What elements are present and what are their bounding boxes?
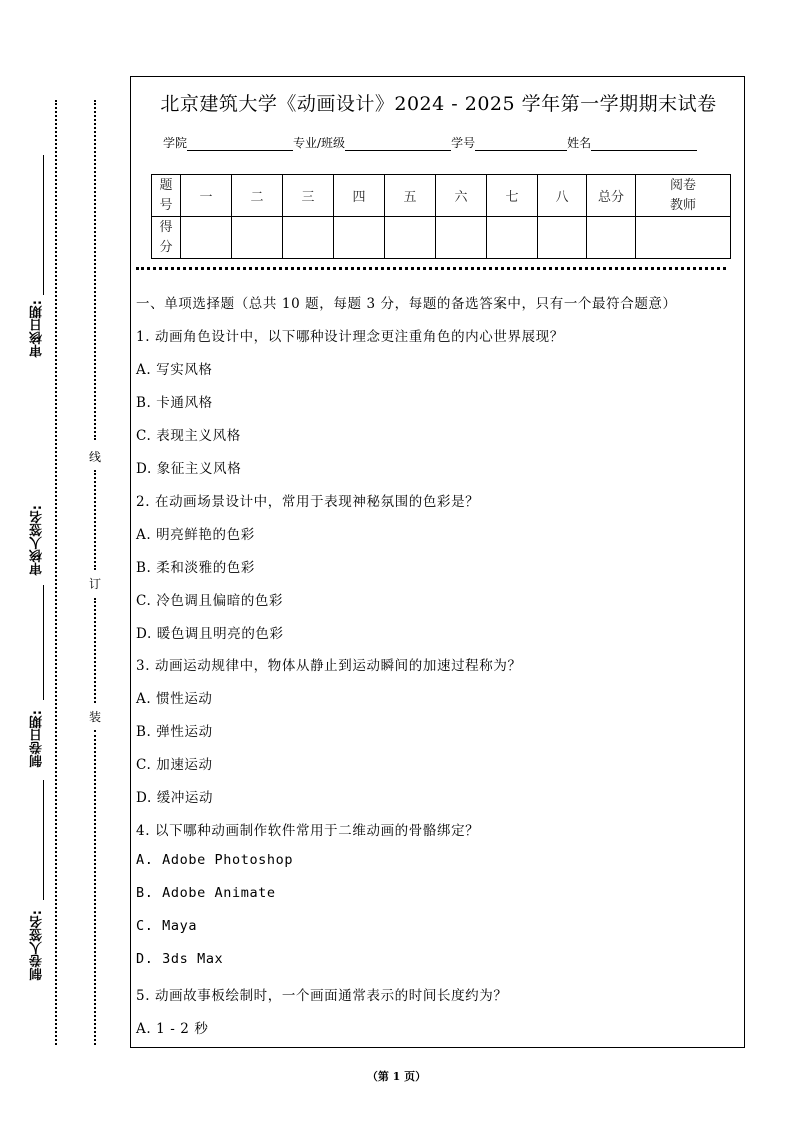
score-table: [151, 174, 731, 259]
question-2-option-c: C. 冷色调且偏暗的色彩: [136, 593, 284, 609]
question-3-stem: 3. 动画运动规律中，物体从静止到运动瞬间的加速过程称为？: [136, 658, 522, 674]
score-cell-5[interactable]: [385, 217, 436, 259]
col-5: 五: [385, 175, 436, 217]
col-6: 六: [436, 175, 487, 217]
question-3-option-a: A. 惯性运动: [136, 691, 213, 707]
question-5-option-a: A. 1 - 2 秒: [136, 1021, 209, 1037]
score-cell-reviewer[interactable]: [636, 217, 731, 259]
reviewer-header: 阅卷 教师: [636, 175, 731, 217]
name-label: 姓名: [567, 136, 592, 150]
name-field[interactable]: [591, 137, 697, 151]
outer-dotted-line: [55, 100, 57, 1045]
score-cell-1[interactable]: [181, 217, 232, 259]
question-2-option-a: A. 明亮鲜艳的色彩: [136, 527, 255, 543]
question-1-option-b: B. 卡通风格: [136, 395, 213, 411]
question-4-option-a: A. Adobe Photoshop: [136, 852, 294, 868]
col-2: 二: [232, 175, 283, 217]
question-4-option-c: C. Maya: [136, 918, 198, 934]
col-8: 八: [538, 175, 587, 217]
col-4: 四: [334, 175, 385, 217]
question-1-option-a: A. 写实风格: [136, 362, 213, 378]
reviewer-date-label: 审核日期:: [30, 300, 45, 358]
question-3-option-c: C. 加速运动: [136, 757, 213, 773]
maker-date-line: [43, 780, 44, 900]
score-table-header-row: [152, 175, 731, 217]
question-2-option-b: B. 柔和淡雅的色彩: [136, 560, 256, 576]
score-header: 得 分: [152, 217, 181, 259]
score-cell-7[interactable]: [487, 217, 538, 259]
student-id-field[interactable]: [475, 137, 567, 151]
question-4-option-b: B. Adobe Animate: [136, 885, 276, 901]
col-total: 总分: [587, 175, 636, 217]
student-id-label: 学号: [451, 136, 476, 150]
binding-char-zhuang: 装: [88, 710, 101, 724]
col-7: 七: [487, 175, 538, 217]
question-3-option-d: D. 缓冲运动: [136, 790, 214, 806]
maker-sign-label: 制卷人签名:: [30, 910, 45, 981]
question-1-stem: 1. 动画角色设计中，以下哪种设计理念更注重角色的内心世界展现？: [136, 329, 564, 345]
question-1-option-c: C. 表现主义风格: [136, 428, 241, 444]
exam-frame: [130, 76, 745, 1048]
header-separator: [136, 267, 726, 270]
question-3-option-b: B. 弹性运动: [136, 724, 213, 740]
section-heading: 一、单项选择题（总共 10 题，每题 3 分，每题的备选答案中，只有一个最符合题意）: [136, 296, 677, 312]
reviewer-date-line: [43, 155, 44, 295]
score-cell-total[interactable]: [587, 217, 636, 259]
question-2-stem: 2. 在动画场景设计中，常用于表现神秘氛围的色彩是？: [136, 494, 480, 510]
student-info-row: [163, 134, 697, 151]
score-cell-4[interactable]: [334, 217, 385, 259]
major-field[interactable]: [345, 137, 451, 151]
college-field[interactable]: [187, 137, 293, 151]
binding-dotted-line-2: [94, 470, 96, 570]
question-4-stem: 4. 以下哪种动画制作软件常用于二维动画的骨骼绑定？: [136, 823, 480, 839]
col-3: 三: [283, 175, 334, 217]
score-cell-8[interactable]: [538, 217, 587, 259]
reviewer-sign-line: [43, 585, 44, 700]
question-number-header: 题 号: [152, 175, 181, 217]
score-cell-3[interactable]: [283, 217, 334, 259]
binding-dotted-line-3: [94, 598, 96, 703]
question-2-option-d: D. 暖色调且明亮的色彩: [136, 626, 284, 642]
college-label: 学院: [163, 136, 188, 150]
binding-char-xian: 线: [88, 450, 101, 464]
major-label: 专业/班级: [293, 136, 346, 150]
question-4-option-d: D. 3ds Max: [136, 951, 224, 967]
exam-title: 北京建筑大学《动画设计》2024 - 2025 学年第一学期期末试卷: [160, 93, 717, 115]
score-table-score-row: [152, 217, 731, 259]
score-cell-6[interactable]: [436, 217, 487, 259]
reviewer-sign-label: 审核人签名:: [30, 505, 45, 576]
question-1-option-d: D. 象征主义风格: [136, 461, 242, 477]
col-1: 一: [181, 175, 232, 217]
binding-dotted-line-1: [94, 100, 96, 440]
maker-date-label: 制卷日期:: [30, 710, 45, 768]
question-5-stem: 5. 动画故事板绘制时，一个画面通常表示的时间长度约为？: [136, 988, 508, 1004]
binding-dotted-line-4: [94, 730, 96, 1045]
binding-char-ding: 订: [88, 577, 101, 591]
page-number: （第 1 页）: [366, 1070, 427, 1083]
score-cell-2[interactable]: [232, 217, 283, 259]
